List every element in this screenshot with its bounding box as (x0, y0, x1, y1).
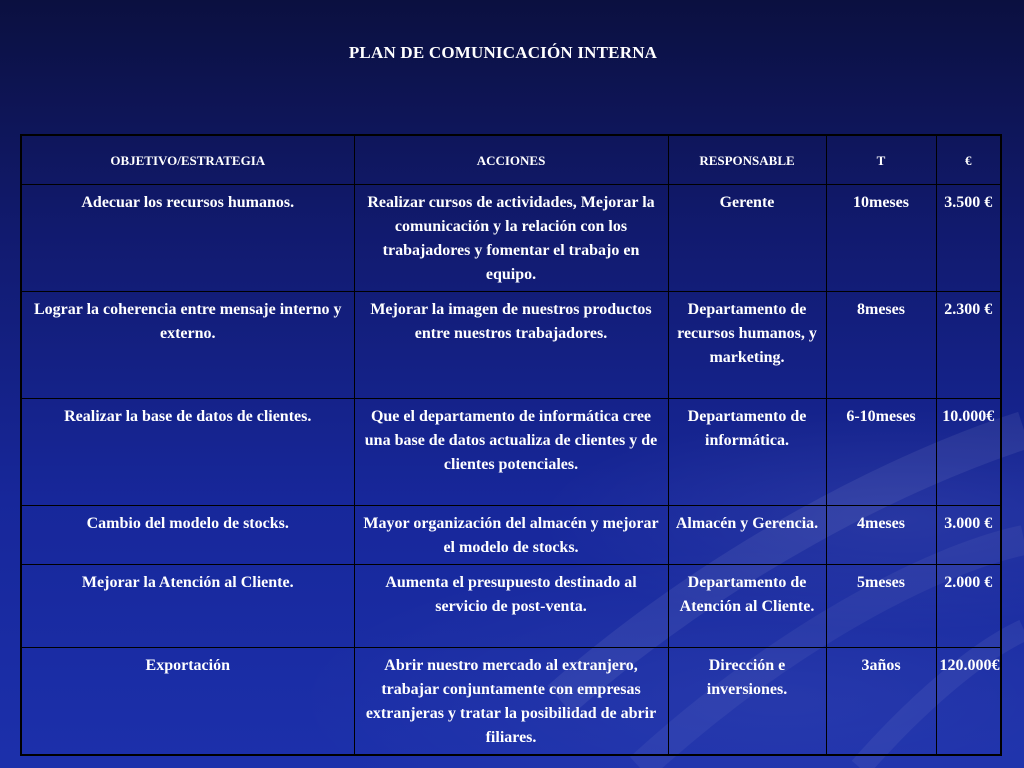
cell-responsable: Gerente (668, 185, 826, 292)
page-title: PLAN DE COMUNICACIÓN INTERNA (348, 43, 658, 62)
cell-acciones: Que el departamento de informática cree una base de datos actualiza de clientes y de clientes potenciales. (354, 399, 668, 506)
cell-objetivo: Realizar la base de datos de clientes. (21, 399, 354, 506)
cell-tiempo: 3años (826, 648, 936, 756)
cell-responsable: Almacén y Gerencia. (668, 506, 826, 565)
cell-acciones: Mejorar la imagen de nuestros productos entre nuestros trabajadores. (354, 292, 668, 399)
table-header-row (21, 135, 1001, 185)
cell-tiempo: 6-10meses (826, 399, 936, 506)
table-row (21, 506, 1001, 565)
header-coste: € (936, 135, 1001, 185)
cell-coste: 3.500 € (936, 185, 1001, 292)
table-row (21, 185, 1001, 292)
cell-coste: 2.300 € (936, 292, 1001, 399)
communication-plan-table (20, 134, 1002, 756)
cell-responsable: Departamento de recursos humanos, y marketing. (668, 292, 826, 399)
cell-responsable: Dirección e inversiones. (668, 648, 826, 756)
cell-tiempo: 4meses (826, 506, 936, 565)
cell-objetivo: Exportación (21, 648, 354, 756)
cell-responsable: Departamento de Atención al Cliente. (668, 565, 826, 648)
cell-responsable: Departamento de informática. (668, 399, 826, 506)
cell-coste: 3.000 € (936, 506, 1001, 565)
table-row (21, 292, 1001, 399)
table-row (21, 648, 1001, 756)
table-row (21, 399, 1001, 506)
cell-tiempo: 10meses (826, 185, 936, 292)
cell-objetivo: Cambio del modelo de stocks. (21, 506, 354, 565)
cell-acciones: Mayor organización del almacén y mejorar el modelo de stocks. (354, 506, 668, 565)
cell-objetivo: Mejorar la Atención al Cliente. (21, 565, 354, 648)
cell-tiempo: 8meses (826, 292, 936, 399)
cell-objetivo: Lograr la coherencia entre mensaje interno y externo. (21, 292, 354, 399)
header-acciones: ACCIONES (354, 135, 668, 185)
table-row (21, 565, 1001, 648)
cell-acciones: Realizar cursos de actividades, Mejorar la comunicación y la relación con los trabajadores y fomentar el trabajo en equipo. (354, 185, 668, 292)
cell-coste: 2.000 € (936, 565, 1001, 648)
header-responsable: RESPONSABLE (668, 135, 826, 185)
cell-coste: 120.000€ (936, 648, 1001, 756)
cell-acciones: Aumenta el presupuesto destinado al servicio de post-venta. (354, 565, 668, 648)
header-tiempo: T (826, 135, 936, 185)
header-objetivo: OBJETIVO/ESTRATEGIA (21, 135, 354, 185)
cell-coste: 10.000€ (936, 399, 1001, 506)
cell-objetivo: Adecuar los recursos humanos. (21, 185, 354, 292)
cell-acciones: Abrir nuestro mercado al extranjero, trabajar conjuntamente con empresas extranjeras y tratar la posibilidad de abrir filiares. (354, 648, 668, 756)
cell-tiempo: 5meses (826, 565, 936, 648)
